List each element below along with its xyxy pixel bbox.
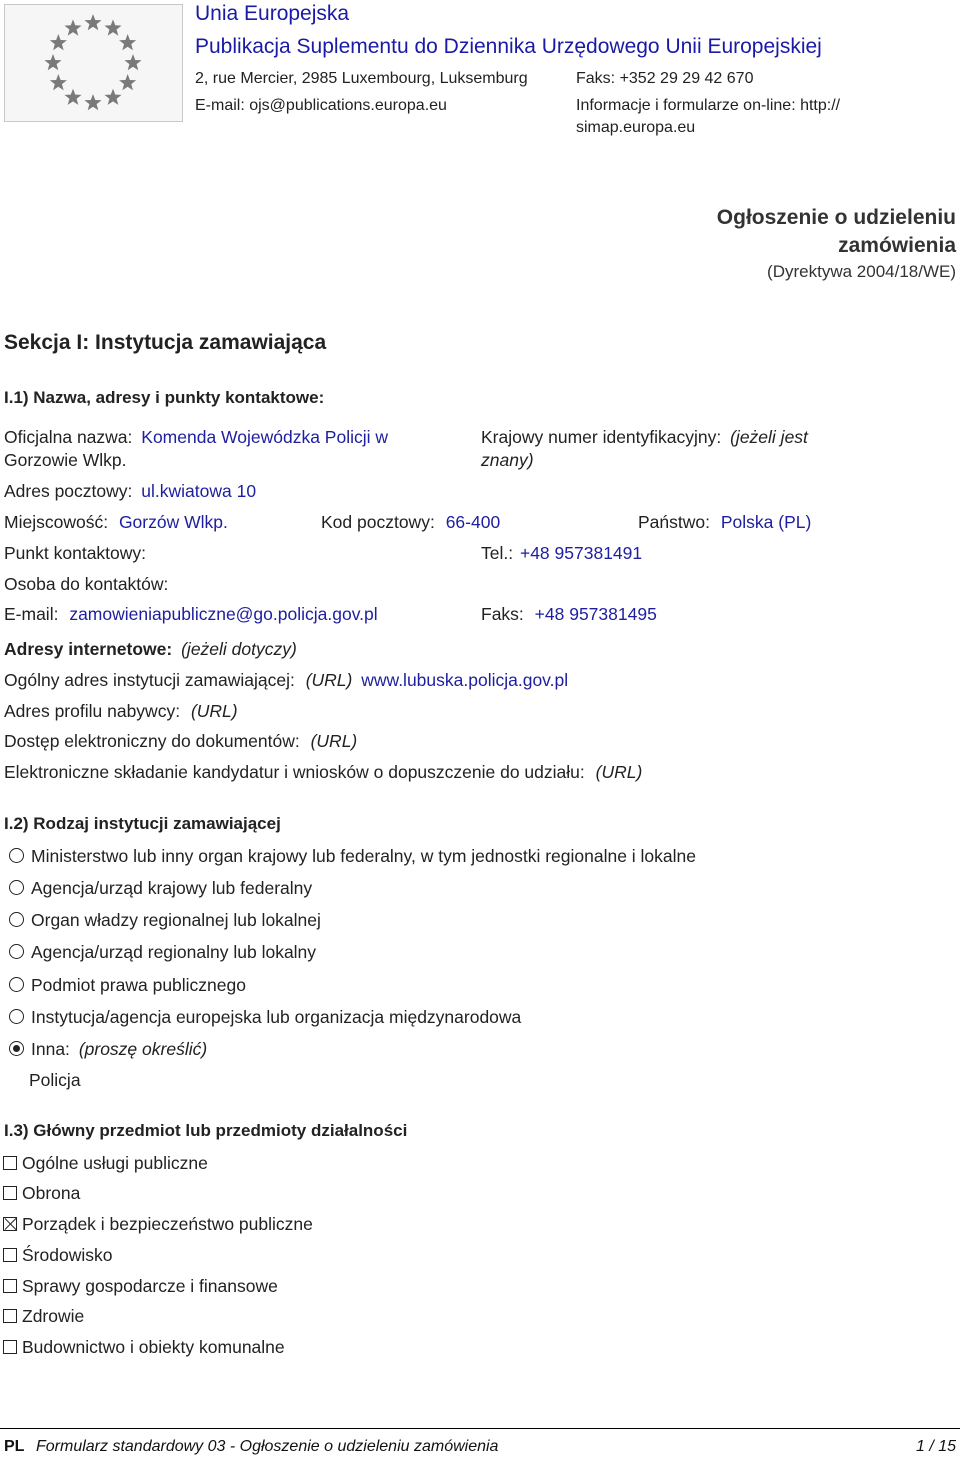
official-name-value-2: Gorzowie Wlkp. [4,450,127,470]
footer-form-name: Formularz standardowy 03 - Ogłoszenie o udzieleniu zamówienia [36,1438,499,1455]
internet-row [4,639,297,660]
authority-option[interactable] [9,975,246,996]
email-label: E-mail: [4,604,59,624]
authority-option-other[interactable] [9,1039,207,1060]
doc-title-line2: zamówienia [838,234,956,257]
i3-heading: I.3) Główny przedmiot lub przedmioty działalności [4,1121,408,1140]
city-row [4,512,228,533]
activity-option-label: Ogólne usługi publiczne [22,1153,208,1173]
authority-option[interactable] [9,942,316,963]
national-id-row [481,427,808,448]
star-icon [119,74,136,90]
city-label: Miejscowość: [4,512,109,532]
org-name: Unia Europejska [195,2,350,25]
fax-value: +48 957381495 [534,604,657,624]
section-title: Sekcja I: Instytucja zamawiająca [4,331,327,354]
buyer-profile-label: Adres profilu nabywcy: [4,701,181,721]
e-submit-row [4,762,642,783]
activity-option[interactable] [3,1245,112,1266]
internet-note: (jeżeli dotyczy) [181,639,297,659]
doc-title-line1: Ogłoszenie o udzieleniu [716,206,956,229]
header-fax: Faks: +352 29 29 42 670 [576,70,754,87]
publication-title: Publikacja Suplementu do Dziennika Urzędowego Unii Europejskiej [195,35,822,58]
header-info-line2: simap.europa.eu [576,119,696,136]
postal-value: ul.kwiatowa 10 [141,481,257,501]
fax-row [481,604,657,625]
checkbox-icon[interactable] [3,1248,17,1262]
country-value: Polska (PL) [720,512,812,532]
activity-option[interactable] [3,1153,208,1174]
star-icon [104,89,121,105]
country-label: Państwo: [638,512,710,532]
star-icon [64,89,81,105]
star-icon [50,74,67,90]
city-value: Gorzów Wlkp. [118,512,228,532]
radio-icon[interactable] [9,912,24,927]
activity-option-label: Środowisko [22,1245,113,1265]
contact-point-label: Punkt kontaktowy: [4,543,147,563]
star-icon [44,54,61,70]
star-icon [124,54,141,70]
authority-option[interactable] [9,846,696,867]
star-icon [50,34,67,50]
e-access-row [4,731,357,752]
authority-other-value: Policja [29,1070,81,1090]
activity-option[interactable] [3,1214,313,1235]
authority-option-label: Instytucja/agencja europejska lub organizacja międzynarodowa [31,1007,522,1027]
national-id-note-2: znany) [481,450,534,470]
checkbox-icon[interactable] [3,1186,17,1200]
activity-option[interactable] [3,1183,80,1204]
radio-icon[interactable] [9,977,24,992]
header-email: E-mail: ojs@publications.europa.eu [195,97,447,114]
checkbox-icon[interactable] [3,1279,17,1293]
fax-label: Faks: [481,604,524,624]
buyer-profile-row [4,701,238,722]
activity-option-label: Obrona [22,1183,81,1203]
postcode-row [321,512,500,533]
internet-label: Adresy internetowe: [4,639,173,659]
star-icon [84,14,101,30]
activity-option-label: Sprawy gospodarcze i finansowe [22,1276,278,1296]
email-row [4,604,378,625]
country-row [638,512,811,533]
general-url-row [4,670,568,691]
tel-label: Tel.: [481,543,514,563]
postcode-label: Kod pocztowy: [321,512,435,532]
eu-flag-logo [4,4,183,122]
i2-heading: I.2) Rodzaj instytucji zamawiającej [4,814,281,833]
authority-option-label: Inna: [31,1039,70,1059]
activity-option[interactable] [3,1337,285,1358]
authority-option-label: Agencja/urząd regionalny lub lokalny [31,942,317,962]
postal-label: Adres pocztowy: [4,481,133,501]
postcode-value: 66-400 [445,512,501,532]
activity-option-label: Zdrowie [22,1306,85,1326]
e-submit-tag: (URL) [595,762,643,782]
e-access-tag: (URL) [310,731,358,751]
footer-divider [0,1428,960,1429]
general-url-value[interactable]: www.lubuska.policja.gov.pl [361,670,569,690]
authority-option[interactable] [9,878,312,899]
radio-icon[interactable] [9,944,24,959]
star-icon [64,19,81,35]
buyer-profile-tag: (URL) [190,701,238,721]
checkbox-icon[interactable] [3,1340,17,1354]
radio-icon[interactable] [9,880,24,895]
star-icon [104,19,121,35]
checkbox-checked-icon[interactable] [3,1217,17,1231]
official-name-value-1: Komenda Wojewódzka Policji w [141,427,389,447]
star-icon [84,94,101,110]
national-id-note-1: (jeżeli jest [730,427,808,447]
checkbox-icon[interactable] [3,1309,17,1323]
authority-option[interactable] [9,1007,521,1028]
checkbox-icon[interactable] [3,1156,17,1170]
e-submit-label: Elektroniczne składanie kandydatur i wniosków o dopuszczenie do udziału: [4,762,585,782]
e-access-label: Dostęp elektroniczny do dokumentów: [4,731,300,751]
authority-option-label: Ministerstwo lub inny organ krajowy lub federalny, w tym jednostki regionalne i lokalne [31,846,696,866]
general-url-label: Ogólny adres instytucji zamawiającej: [4,670,295,690]
postal-row [4,481,256,502]
i1-heading: I.1) Nazwa, adresy i punkty kontaktowe: [4,388,325,407]
activity-option[interactable] [3,1306,84,1327]
tel-row [481,543,642,564]
footer-lang: PL [4,1438,25,1455]
header-address: 2, rue Mercier, 2985 Luxembourg, Luksemburg [195,70,528,87]
activity-option[interactable] [3,1276,278,1297]
official-name-row [4,427,388,448]
official-name-label: Oficjalna nazwa: [4,427,133,447]
tel-value: +48 957381491 [519,543,643,563]
authority-option-label: Organ władzy regionalnej lub lokalnej [31,910,321,930]
activity-option-label: Porządek i bezpieczeństwo publiczne [22,1214,313,1234]
star-icon [119,34,136,50]
authority-option[interactable] [9,910,321,931]
footer-page-number: 1 / 15 [915,1438,956,1455]
radio-icon[interactable] [9,848,24,863]
authority-option-note: (proszę określić) [78,1039,208,1059]
doc-directive: (Dyrektywa 2004/18/WE) [767,262,956,281]
radio-icon[interactable] [9,1009,24,1024]
general-url-tag: (URL) [305,670,353,690]
email-value[interactable]: zamowieniapubliczne@go.policja.gov.pl [69,604,378,624]
authority-option-label: Agencja/urząd krajowy lub federalny [31,878,313,898]
contact-person-label: Osoba do kontaktów: [4,574,169,594]
national-id-label: Krajowy numer identyfikacyjny: [481,427,722,447]
authority-option-label: Podmiot prawa publicznego [31,975,246,995]
header-info-line1: Informacje i formularze on-line: http:// [576,97,841,114]
radio-selected-icon[interactable] [9,1041,24,1056]
activity-option-label: Budownictwo i obiekty komunalne [22,1337,285,1357]
